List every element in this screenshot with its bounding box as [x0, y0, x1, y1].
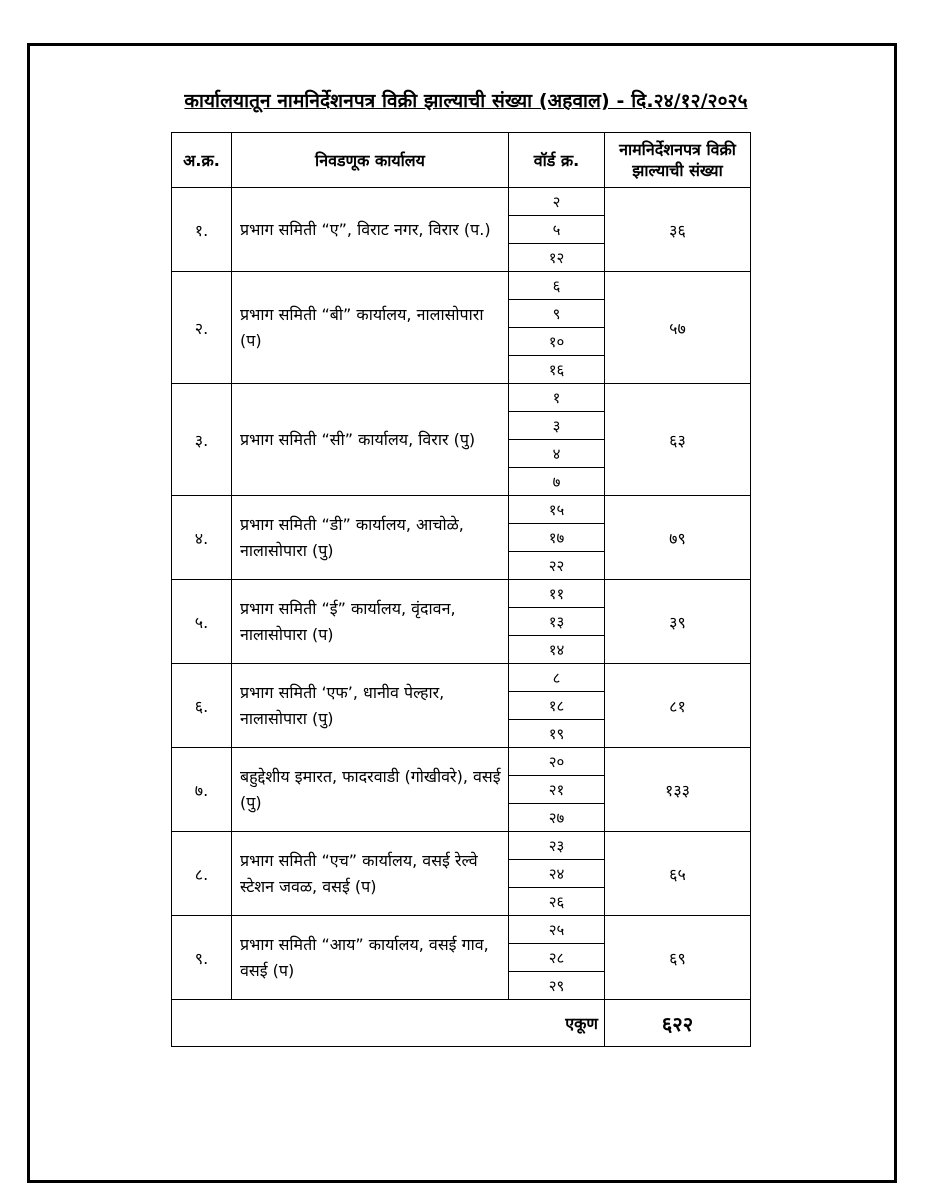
- total-label: एकूण: [172, 1000, 605, 1047]
- office-cell: प्रभाग समिती “बी” कार्यालय, नालासोपारा (प): [232, 272, 509, 384]
- total-row: [172, 1000, 751, 1047]
- ward-cell: ७: [509, 468, 605, 496]
- ward-cell: १४: [509, 636, 605, 664]
- ward-cell: १५: [509, 496, 605, 524]
- ward-cell: १२: [509, 244, 605, 272]
- header-office: निवडणूक कार्यालय: [232, 133, 509, 188]
- table-row: [172, 496, 751, 524]
- count-cell: १३३: [605, 748, 751, 832]
- ward-cell: १६: [509, 356, 605, 384]
- ward-cell: २५: [509, 916, 605, 944]
- ward-cell: १९: [509, 720, 605, 748]
- serial-cell: २.: [172, 272, 232, 384]
- office-cell: प्रभाग समिती “ई” कार्यालय, वृंदावन, नालासोपारा (प): [232, 580, 509, 664]
- office-cell: प्रभाग समिती “एच” कार्यालय, वसई रेल्वे स्टेशन जवळ, वसई (प): [232, 832, 509, 916]
- count-cell: ३९: [605, 580, 751, 664]
- table-row: [172, 384, 751, 412]
- table-row: [172, 664, 751, 692]
- table-row: [172, 188, 751, 216]
- serial-cell: ५.: [172, 580, 232, 664]
- ward-cell: १८: [509, 692, 605, 720]
- ward-cell: ५: [509, 216, 605, 244]
- count-cell: ५७: [605, 272, 751, 384]
- ward-cell: २९: [509, 972, 605, 1000]
- ward-cell: ८: [509, 664, 605, 692]
- header-serial: अ.क्र.: [172, 133, 232, 188]
- office-cell: प्रभाग समिती ‘एफ’, धानीव पेल्हार, नालासोपारा (पु): [232, 664, 509, 748]
- serial-cell: ६.: [172, 664, 232, 748]
- total-value: ६२२: [605, 1000, 751, 1047]
- ward-cell: १७: [509, 524, 605, 552]
- ward-cell: १३: [509, 608, 605, 636]
- serial-cell: ८.: [172, 832, 232, 916]
- office-cell: प्रभाग समिती “सी” कार्यालय, विरार (पु): [232, 384, 509, 496]
- ward-cell: २७: [509, 804, 605, 832]
- ward-cell: २४: [509, 860, 605, 888]
- count-cell: ३६: [605, 188, 751, 272]
- header-count: नामनिर्देशनपत्र विक्री झाल्याची संख्या: [605, 133, 751, 188]
- serial-cell: १.: [172, 188, 232, 272]
- count-cell: ६५: [605, 832, 751, 916]
- serial-cell: ४.: [172, 496, 232, 580]
- table-row: [172, 272, 751, 300]
- table-row: [172, 916, 751, 944]
- serial-cell: ९.: [172, 916, 232, 1000]
- header-ward: वॉर्ड क्र.: [509, 133, 605, 188]
- office-cell: प्रभाग समिती “ए”, विराट नगर, विरार (प.): [232, 188, 509, 272]
- report-title: कार्यालयातून नामनिर्देशनपत्र विक्री झाल्याची संख्या (अहवाल) - दि.२४/१२/२०२५: [184, 90, 748, 112]
- office-cell: प्रभाग समिती “आय” कार्यालय, वसई गाव, वसई (प): [232, 916, 509, 1000]
- ward-cell: २: [509, 188, 605, 216]
- table-body: [172, 188, 751, 1000]
- ward-cell: २८: [509, 944, 605, 972]
- ward-cell: ९: [509, 300, 605, 328]
- ward-cell: ६: [509, 272, 605, 300]
- office-cell: बहुद्देशीय इमारत, फादरवाडी (गोखीवरे), वसई (पु): [232, 748, 509, 832]
- count-cell: ८१: [605, 664, 751, 748]
- report-table: [171, 132, 751, 1047]
- ward-cell: २६: [509, 888, 605, 916]
- table-row: [172, 832, 751, 860]
- ward-cell: ३: [509, 412, 605, 440]
- ward-cell: १०: [509, 328, 605, 356]
- ward-cell: ११: [509, 580, 605, 608]
- ward-cell: २१: [509, 776, 605, 804]
- count-cell: ६३: [605, 384, 751, 496]
- header-row: [172, 133, 751, 188]
- ward-cell: १: [509, 384, 605, 412]
- count-cell: ७९: [605, 496, 751, 580]
- serial-cell: ३.: [172, 384, 232, 496]
- count-cell: ६९: [605, 916, 751, 1000]
- table-row: [172, 748, 751, 776]
- office-cell: प्रभाग समिती “डी” कार्यालय, आचोळे, नालासोपारा (पु): [232, 496, 509, 580]
- table-row: [172, 580, 751, 608]
- ward-cell: ४: [509, 440, 605, 468]
- ward-cell: २०: [509, 748, 605, 776]
- ward-cell: २३: [509, 832, 605, 860]
- ward-cell: २२: [509, 552, 605, 580]
- serial-cell: ७.: [172, 748, 232, 832]
